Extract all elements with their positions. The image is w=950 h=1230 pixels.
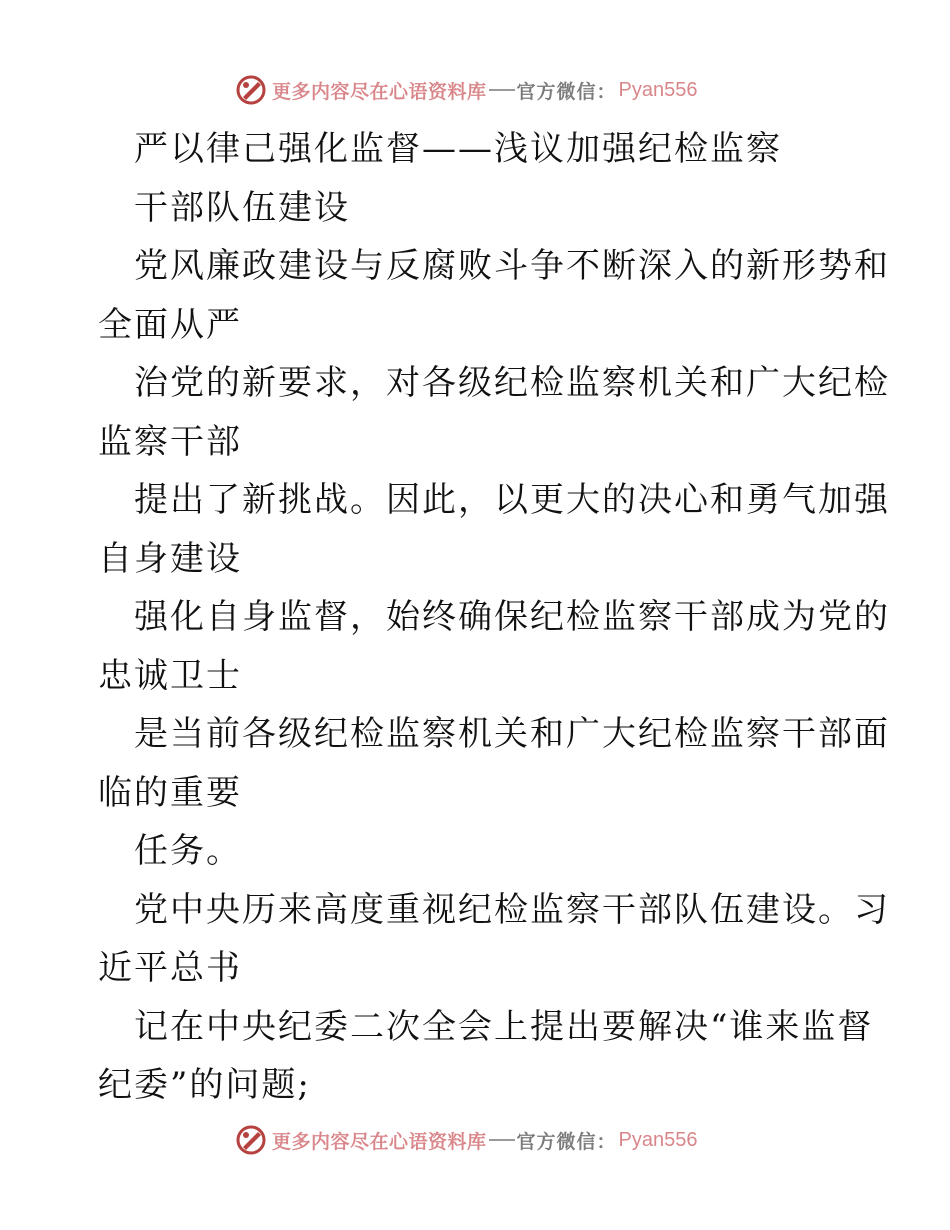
watermark-dash — [489, 89, 515, 91]
paragraph-line: 党风廉政建设与反腐败斗争不断深入的新形势和 — [134, 246, 890, 286]
paragraph-line: 强化自身监督，始终确保纪检监察干部成为党的 — [134, 597, 890, 637]
watermark-dash — [489, 1139, 515, 1141]
paragraph-line: 监察干部 — [98, 421, 242, 462]
paragraph-line: 临的重要 — [98, 772, 242, 813]
paragraph-line: 提出了新挑战。因此，以更大的决心和勇气加强 — [134, 480, 890, 520]
watermark-wechat-id: Pyan556 — [618, 1128, 698, 1151]
watermark-official-label: 官方微信： — [516, 1130, 617, 1153]
brand-logo-icon — [234, 1123, 268, 1157]
brand-logo-icon — [234, 73, 268, 107]
watermark-wechat-id: Pyan556 — [618, 78, 698, 101]
header-watermark — [234, 72, 698, 108]
paragraph-line: 自身建设 — [98, 538, 242, 579]
document-body — [98, 120, 890, 1115]
paragraph-line: 近平总书 — [98, 948, 242, 988]
document-title-line: 严以律己强化监督——浅议加强纪检监察 — [134, 129, 782, 169]
watermark-brand-text: 更多内容尽在心语资料库 — [272, 1130, 487, 1153]
paragraph-line: 治党的新要求，对各级纪检监察机关和广大纪检 — [134, 363, 890, 403]
paragraph-line: 纪委”的问题; — [98, 1065, 311, 1105]
paragraph-line: 是当前各级纪检监察机关和广大纪检监察干部面 — [134, 714, 890, 754]
watermark-official-label: 官方微信： — [516, 80, 617, 103]
document-title-line: 干部队伍建设 — [134, 187, 350, 228]
paragraph-line: 党中央历来高度重视纪检监察干部队伍建设。习 — [134, 889, 890, 930]
paragraph-line: 忠诚卫士 — [98, 655, 242, 696]
footer-watermark — [234, 1122, 698, 1158]
watermark-brand-text: 更多内容尽在心语资料库 — [272, 80, 487, 103]
paragraph-line: 全面从严 — [98, 304, 242, 345]
paragraph-line: 任务。 — [134, 831, 242, 871]
paragraph-line: 记在中央纪委二次全会上提出要解决“谁来监督 — [134, 1006, 874, 1047]
